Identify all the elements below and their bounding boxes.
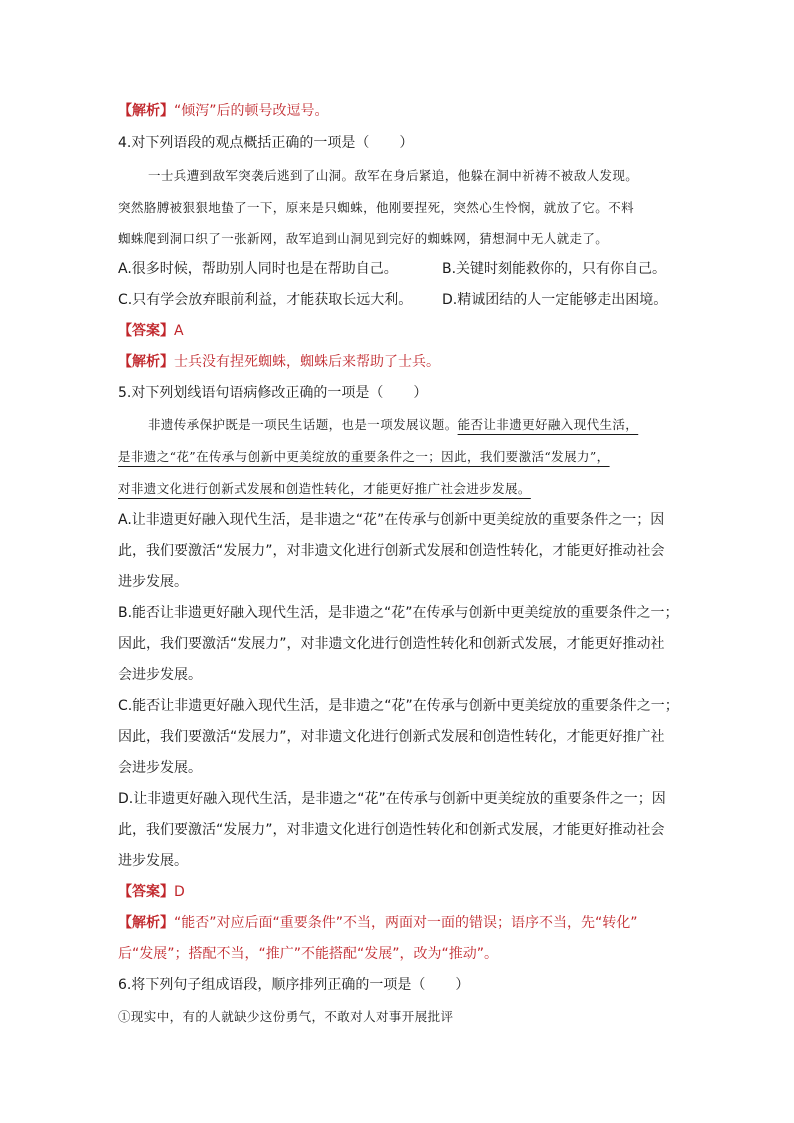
q4-option-row-1 — [118, 259, 398, 279]
q5-option-b-line-1: B.能否让非遗更好融入现代生活，是非遗之“花”在传承与创新中更美绽放的重要条件之一； — [118, 605, 679, 621]
q5-option-a-line-2: 此，我们要激活“发展力”，对非遗文化进行创新式发展和创造性转化，才能更好推动社会 — [118, 543, 665, 559]
analysis-tag: 【解析】 — [118, 103, 174, 119]
q5-analysis-line-1 — [118, 913, 638, 933]
q5-stem-text: 5.对下列划线语句语病修改正确的一项是（ — [118, 385, 384, 401]
q5-option-a-line-1: A.让非遗更好融入现代生活，是非遗之“花”在传承与创新中更美绽放的重要条件之一；因 — [118, 512, 665, 528]
q4-answer-value: A — [174, 323, 184, 339]
q5-underlined-2: 是非遗之“花”在传承与创新中更美绽放的重要条件之一；因此，我们要激活“发展力”， — [118, 449, 610, 464]
q4-option-a: A.很多时候，帮助别人同时也是在帮助自己。 — [118, 261, 398, 277]
q5-option-b-line-3: 会进步发展。 — [118, 667, 202, 683]
q5-analysis-text-1: “能否”对应后面“重要条件”不当，两面对一面的错误；语序不当，先“转化” — [174, 915, 638, 931]
q5-option-d-line-2: 此，我们要激活“发展力”，对非遗文化进行创造性转化和创新式发展，才能更好推动社会 — [118, 822, 665, 838]
q5-underlined-1: 能否让非遗更好融入现代生活， — [457, 417, 639, 432]
q4-option-c: C.只有学会放弃眼前利益，才能获取长远大利。 — [118, 292, 413, 308]
answer-tag: 【答案】 — [118, 323, 174, 339]
q4-stem-text: 4.对下列语段的观点概括正确的一项是（ — [118, 135, 370, 151]
q5-answer-value: D — [174, 884, 185, 900]
q5-option-c-line-3: 会进步发展。 — [118, 760, 202, 776]
q6-stem — [118, 975, 469, 995]
q5-option-a-line-3: 进步发展。 — [118, 574, 188, 590]
q6-sentence-1: ①现实中，有的人就缺少这份勇气，不敢对人对事开展批评 — [118, 1009, 454, 1024]
q4-passage-line-1: 一士兵遭到敌军突袭后逃到了山洞。敌军在身后紧追，他躲在洞中祈祷不被敌人发现。 — [148, 168, 639, 183]
q5-stem — [118, 383, 427, 403]
q5-option-d-line-1: D.让非遗更好融入现代生活，是非遗之“花”在传承与创新中更美绽放的重要条件之一；因 — [118, 791, 666, 807]
analysis-tag: 【解析】 — [118, 915, 174, 931]
q5-answer — [118, 882, 185, 902]
q4-answer — [118, 321, 184, 341]
q5-underlined-3: 对非遗文化进行创新式发展和创造性转化，才能更好推广社会进步发展。 — [118, 481, 531, 496]
q5-passage-lead: 非遗传承保护既是一项民生话题，也是一项发展议题。 — [148, 417, 458, 432]
q5-option-b-line-2: 因此，我们要激活“发展力”，对非遗文化进行创造性转化和创新式发展，才能更好推动社 — [118, 636, 665, 652]
q4-passage-line-2: 突然胳膊被狠狠地蛰了一下，原来是只蜘蛛，他刚要捏死，突然心生怜悯，就放了它。不料 — [118, 200, 635, 215]
q4-passage-line-3: 蜘蛛爬到洞口织了一张新网，敌军追到山洞见到完好的蜘蛛网，猜想洞中无人就走了。 — [118, 231, 609, 246]
q6-stem-text: 6.将下列句子组成语段，顺序排列正确的一项是（ — [118, 977, 426, 993]
q3-analysis — [118, 101, 329, 121]
q4-option-d: D.精诚团结的人一定能够走出困境。 — [442, 292, 668, 308]
q5-option-c-line-1: C.能否让非遗更好融入现代生活，是非遗之“花”在传承与创新中更美绽放的重要条件之一； — [118, 698, 679, 714]
answer-tag: 【答案】 — [118, 884, 174, 900]
q5-option-c-line-2: 因此，我们要激活“发展力”，对非遗文化进行创新式发展和创造性转化，才能更好推广社 — [118, 729, 665, 745]
q6-stem-close: ） — [455, 977, 470, 993]
q4-stem-close: ） — [399, 135, 414, 151]
q3-analysis-text: “倾泻”后的顿号改逗号。 — [174, 103, 329, 119]
q5-analysis-line-2: 后“发展”；搭配不当，“推广”不能搭配“发展”，改为“推动”。 — [118, 946, 499, 962]
q4-analysis-text: 士兵没有捏死蜘蛛，蜘蛛后来帮助了士兵。 — [174, 354, 440, 370]
analysis-tag: 【解析】 — [118, 354, 174, 370]
q5-option-d-line-3: 进步发展。 — [118, 853, 188, 869]
q4-option-b: B.关键时刻能救你的，只有你自己。 — [442, 261, 667, 277]
q5-stem-close: ） — [413, 385, 428, 401]
q4-analysis — [118, 352, 440, 372]
q4-stem — [118, 133, 413, 153]
q5-passage-line-1 — [148, 415, 638, 435]
